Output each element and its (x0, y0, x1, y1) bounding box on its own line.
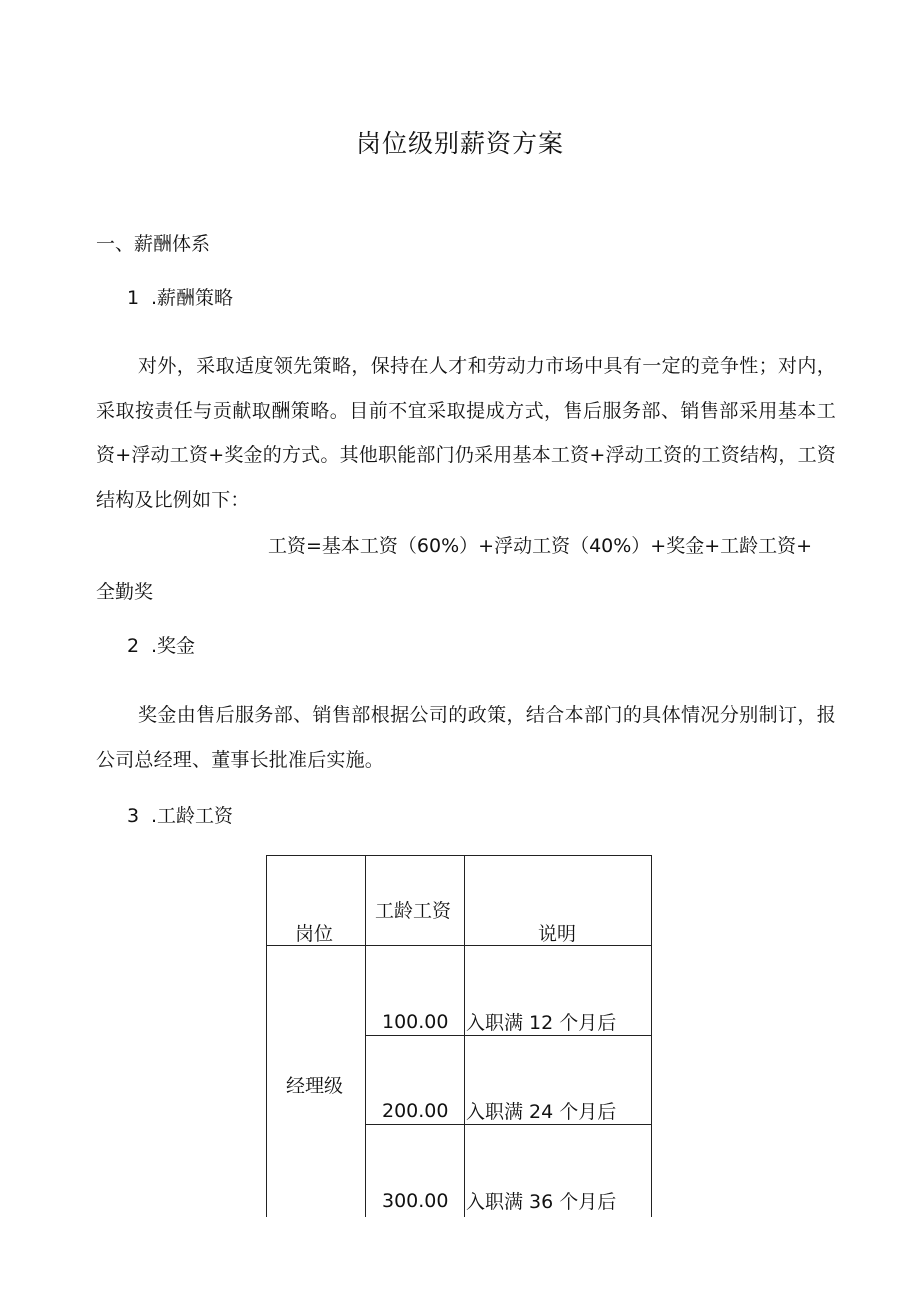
subsection-title: .工龄工资 (151, 805, 234, 827)
table-column-divider (365, 855, 366, 1217)
table-header-description: 说明 (538, 923, 577, 945)
document-title: 岗位级别薪资方案 (355, 129, 564, 158)
table-row-divider (365, 1124, 652, 1125)
strategy-paragraph: 对外，采取适度领先策略，保持在人才和劳动力市场中具有一定的竞争性；对内，采取按责任与贡献取酬策略。目前不宜采取提成方式，售后服务部、销售部采用基本工资+浮动工资+奖金的方式。其他职能部门仍采用基本工资+浮动工资的工资结构，工资结构及比例如下： (96, 355, 836, 511)
salary-formula-continued: 全勤奖 (96, 581, 154, 603)
subsection-title: .奖金 (151, 635, 196, 657)
table-cell-amount: 100.00 (382, 1011, 449, 1033)
table-cell-manager-level: 经理级 (286, 1075, 344, 1097)
subsection-number: 1 (127, 287, 140, 309)
subsection-number: 3 (127, 805, 140, 827)
section-heading-compensation-system: 一、薪酬体系 (96, 233, 211, 255)
table-row-divider (365, 1035, 652, 1036)
table-header-position: 岗位 (295, 923, 334, 945)
table-cell-note: 入职满 24 个月后 (466, 1101, 617, 1123)
subsection-heading-seniority-pay (127, 801, 233, 828)
table-border-top (266, 855, 652, 856)
seniority-pay-table (266, 855, 652, 1217)
table-cell-note: 入职满 12 个月后 (466, 1012, 617, 1034)
bonus-paragraph: 奖金由售后服务部、销售部根据公司的政策，结合本部门的具体情况分别制订，报公司总经理、董事长批准后实施。 (96, 704, 836, 771)
table-border-right (651, 855, 652, 1217)
subsection-heading-strategy (127, 283, 233, 310)
table-header-seniority-pay: 工龄工资 (375, 900, 452, 922)
subsection-title: .薪酬策略 (151, 287, 234, 309)
table-cell-amount: 300.00 (382, 1190, 449, 1212)
subsection-heading-bonus (127, 631, 195, 658)
table-cell-amount: 200.00 (382, 1100, 449, 1122)
table-cell-note: 入职满 36 个月后 (466, 1191, 617, 1213)
table-border-left (266, 855, 267, 1217)
subsection-number: 2 (127, 635, 140, 657)
table-column-divider (464, 855, 465, 1217)
salary-formula: 工资=基本工资（60%）+浮动工资（40%）+奖金+工龄工资+ (268, 535, 813, 557)
